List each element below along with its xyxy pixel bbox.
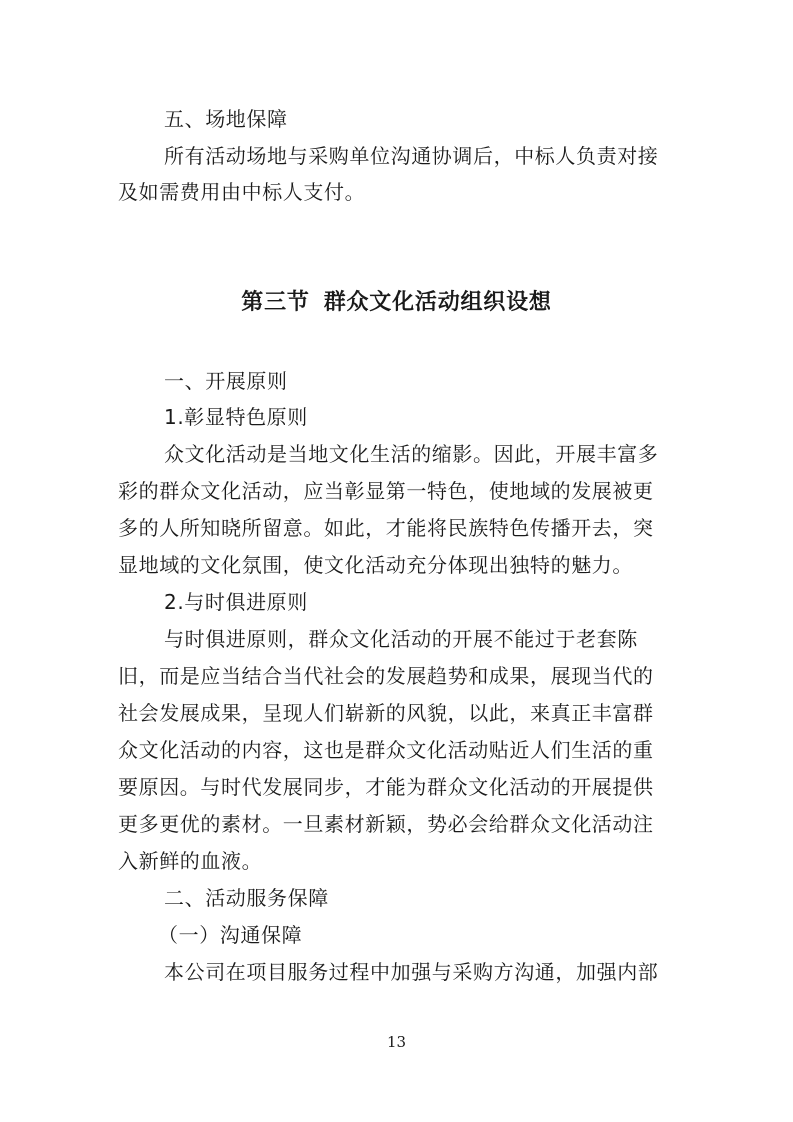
subsection-title: （一）沟通保障 bbox=[158, 923, 303, 947]
paragraph-line: 入新鲜的血液。 bbox=[118, 849, 263, 873]
paragraph-line: 与时俱进原则，群众文化活动的开展不能过于老套陈 bbox=[164, 627, 638, 651]
section-title: 一、开展原则 bbox=[164, 369, 288, 393]
paragraph-line: 所有活动场地与采购单位沟通协调后，中标人负责对接 bbox=[164, 144, 659, 168]
paragraph-line: 旧，而是应当结合当代社会的发展趋势和成果，展现当代的 bbox=[118, 664, 654, 688]
paragraph-line: 要原因。与时代发展同步，才能为群众文化活动的开展提供 bbox=[118, 775, 654, 799]
paragraph-line: 众文化活动的内容，这也是群众文化活动贴近人们生活的重 bbox=[118, 738, 654, 762]
subsection-title: 2.与时俱进原则 bbox=[164, 590, 308, 614]
section-title: 五、场地保障 bbox=[164, 107, 288, 131]
section-heading-prefix: 第三节 bbox=[241, 290, 310, 315]
section-heading bbox=[0, 292, 793, 314]
subsection-title: 1.彰显特色原则 bbox=[164, 405, 308, 429]
paragraph-line: 彩的群众文化活动，应当彰显第一特色，使地域的发展被更 bbox=[118, 479, 654, 503]
section-title: 二、活动服务保障 bbox=[164, 886, 329, 910]
paragraph-line: 更多更优的素材。一旦素材新颖，势必会给群众文化活动注 bbox=[118, 812, 654, 836]
paragraph-line: 及如需费用由中标人支付。 bbox=[118, 180, 366, 204]
paragraph-line: 社会发展成果，呈现人们崭新的风貌，以此，来真正丰富群 bbox=[118, 701, 654, 725]
paragraph-line: 显地域的文化氛围，使文化活动充分体现出独特的魅力。 bbox=[118, 553, 633, 577]
page-number: 13 bbox=[386, 1033, 407, 1051]
paragraph-line: 多的人所知晓所留意。如此，才能将民族特色传播开去，突 bbox=[118, 516, 654, 540]
section-heading-title: 群众文化活动组织设想 bbox=[323, 290, 552, 315]
paragraph-line: 众文化活动是当地文化生活的缩影。因此，开展丰富多 bbox=[164, 442, 659, 466]
paragraph-line: 本公司在项目服务过程中加强与采购方沟通，加强内部 bbox=[164, 960, 659, 984]
